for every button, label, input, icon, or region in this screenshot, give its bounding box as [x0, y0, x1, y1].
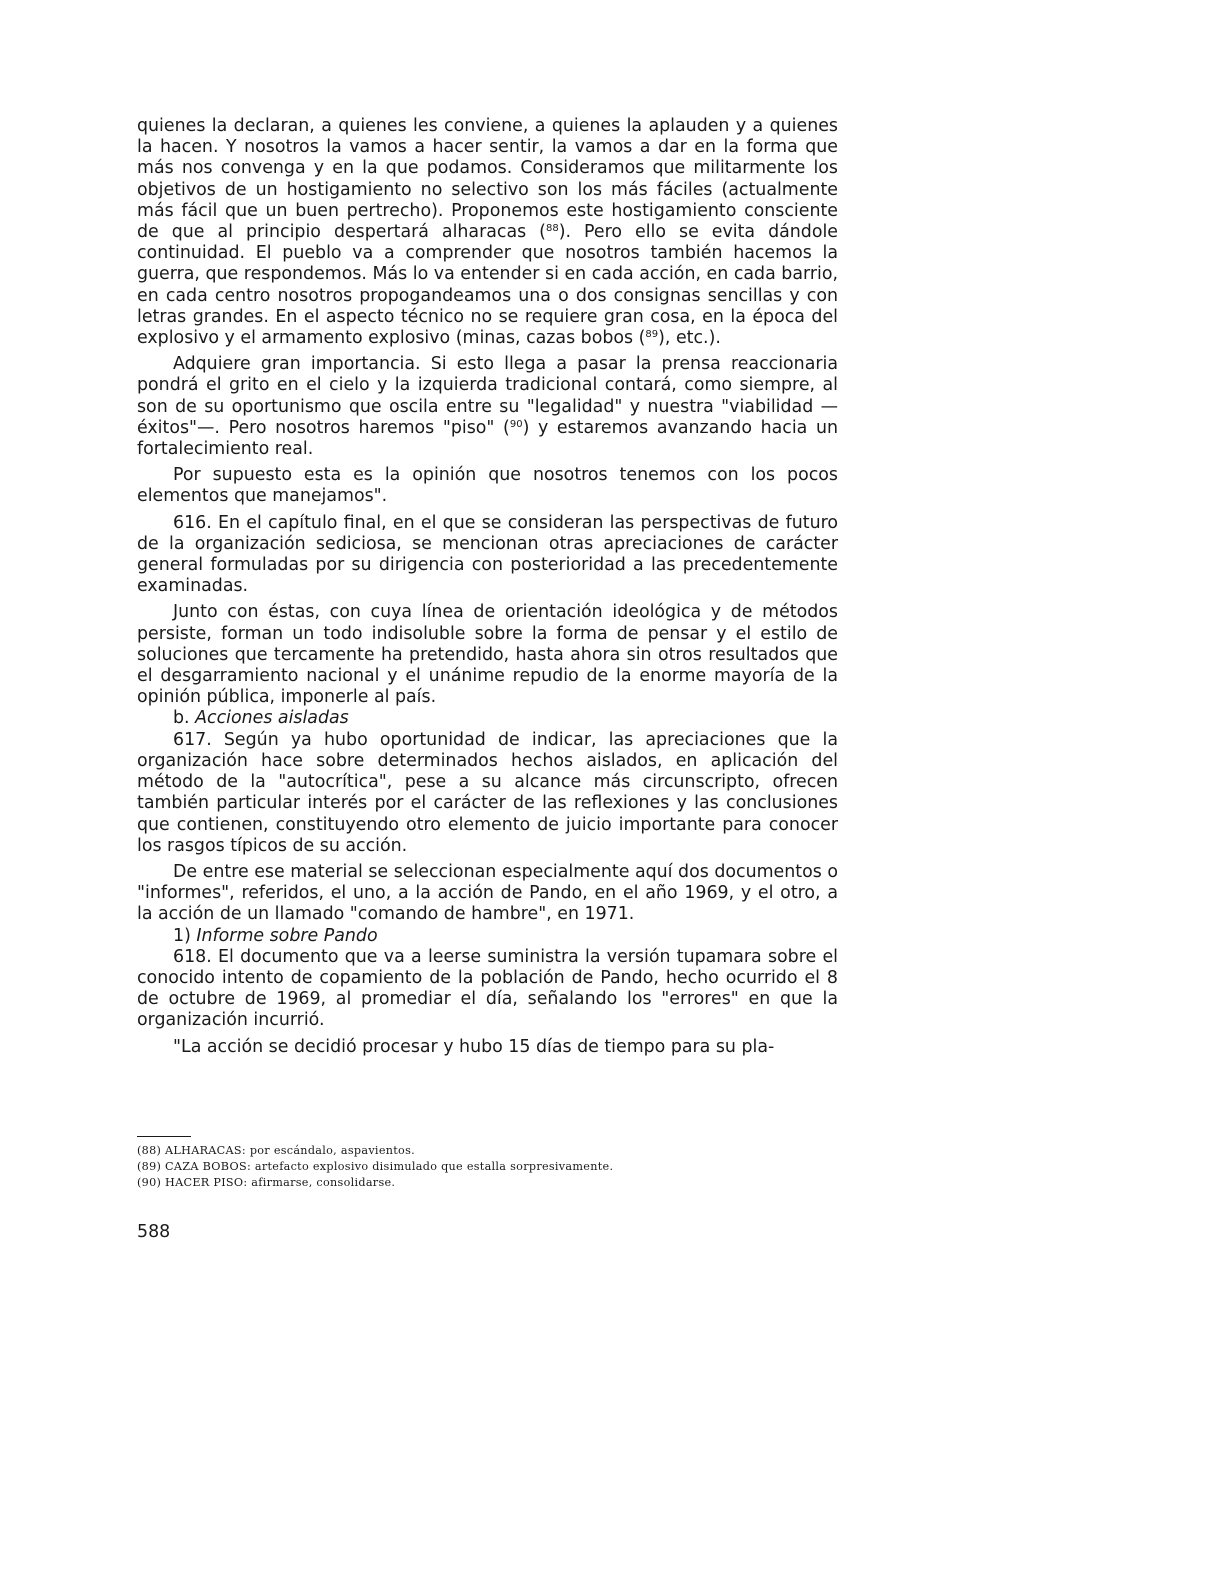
heading-marker: 1)	[173, 925, 191, 946]
paragraph-text: Adquiere gran importancia. Si esto llega a pasar la prensa reaccionaria pondrá el grito en el cielo y la izquierda tradicional contará, como siempre, al son de su oportunismo que oscila entre su "legalidad" y nuestra "viabilidad —éxitos"—. Pero nosotros haremos "piso" (	[137, 354, 838, 438]
heading-title: Acciones aisladas	[195, 708, 349, 729]
paragraph-text: 616. En el capítulo final, en el que se consideran las perspectivas de futuro de la organización sediciosa, se mencionan otras apreciaciones de carácter general formuladas por su dirigencia con posterioridad a las precedentemente examinadas.	[137, 512, 838, 597]
paragraph-text: 617. Según ya hubo oportunidad de indicar, las apreciaciones que la organización hace sobre determinados hechos aislados, en aplicación del método de la "autocrítica", pese a su alcance más circunscripto, ofrecen también particular interés por el carácter de las reflexiones y las conclusiones que contienen, constituyendo otro elemento de juicio importante para conocer los rasgos típicos de su acción.	[137, 729, 838, 856]
section-heading-b	[137, 708, 838, 729]
footnote-reference: 88	[545, 223, 559, 235]
footnote-number: (89)	[137, 1160, 162, 1173]
paragraph	[137, 1037, 838, 1058]
paragraph	[137, 465, 838, 507]
footnotes	[137, 1136, 838, 1191]
paragraph-text: ) y estaremos avanzando hacia un fortalecimiento real.	[137, 417, 839, 460]
footnote-reference: 89	[645, 329, 659, 341]
footnote-divider	[137, 1136, 191, 1137]
footnote-definition: artefacto explosivo disimulado que estalla sorpresivamente.	[254, 1160, 614, 1173]
footnote-term: ALHARACAS:	[165, 1144, 246, 1157]
paragraph	[137, 116, 838, 349]
heading-marker: b.	[173, 708, 190, 729]
footnote-list	[137, 1143, 838, 1191]
paragraph	[137, 602, 838, 708]
paragraph	[137, 730, 838, 857]
footnote-term: CAZA BOBOS:	[165, 1160, 252, 1173]
paragraph-text: ). Pero ello se evita dándole continuidad. El pueblo va a comprender que nosotros también hacemos la guerra, que respondemos. Más lo va entender si en cada acción, en cada barrio, en cada centro nosotros propogandeamos una o dos consignas sencillas y con letras grandes. En el aspecto técnico no se requiere gran cosa, en la época del explosivo y el armamento explosivo (minas, cazas bobos (	[137, 222, 838, 349]
paragraph-text: 618. El documento que va a leerse suministra la versión tupamara sobre el conocido intento de copamiento de la población de Pando, hecho ocurrido el 8 de octubre de 1969, al promediar el día, señalando los "errores" en que la organización incurrió.	[137, 946, 838, 1031]
paragraph	[137, 862, 838, 926]
heading-title: Informe sobre Pando	[196, 925, 378, 946]
paragraph-text: Por supuesto esta es la opinión que nosotros tenemos con los pocos elementos que manejamos".	[137, 465, 838, 507]
footnote-reference: 90	[509, 418, 523, 430]
footnote-definition: por escándalo, aspavientos.	[249, 1144, 415, 1157]
footnote	[137, 1175, 838, 1191]
paragraph	[137, 513, 838, 598]
paragraph-text: ), etc.).	[658, 328, 721, 349]
footnote-term: HACER PISO:	[165, 1176, 248, 1189]
footnote	[137, 1143, 838, 1159]
page-body	[137, 116, 838, 1058]
body-section-main	[137, 116, 838, 708]
footnote-number: (90)	[137, 1176, 162, 1189]
paragraph-text: "La acción se decidió procesar y hubo 15 días de tiempo para su pla-	[173, 1036, 775, 1057]
paragraph-text: De entre ese material se seleccionan especialmente aquí dos documentos o "informes", referidos, el uno, a la acción de Pando, en el año 1969, y el otro, a la acción de un llamado "comando de hambre", en 1971.	[137, 861, 838, 925]
footnote	[137, 1159, 838, 1175]
paragraph-text: quienes la declaran, a quienes les conviene, a quienes la aplauden y a quienes la hacen. Y nosotros la vamos a hacer sentir, la vamos a dar en la forma que más nos convenga y en la que podamos. Consideramos que militarmente los objetivos de un hostigamiento no selectivo son los más fáciles (actualmente más fácil que un buen pertrecho). Proponemos este hostigamiento consciente de que al principio despertará alharacas (	[137, 116, 838, 243]
footnote-definition: afirmarse, consolidarse.	[251, 1176, 396, 1189]
body-section-informe-pando	[137, 947, 838, 1058]
page-number: 588	[137, 1222, 171, 1242]
section-heading-1	[137, 926, 838, 947]
paragraph-text: Junto con éstas, con cuya línea de orientación ideológica y de métodos persiste, forman un todo indisoluble sobre la forma de pensar y el estilo de soluciones que tercamente ha pretendido, hasta ahora sin otros resultados que el desgarramiento nacional y el unánime repudio de la enorme mayoría de la opinión pública, imponerle al país.	[137, 602, 838, 708]
paragraph	[137, 354, 838, 460]
paragraph	[137, 947, 838, 1032]
footnote-number: (88)	[137, 1144, 162, 1157]
body-section-acciones-aisladas	[137, 730, 838, 926]
